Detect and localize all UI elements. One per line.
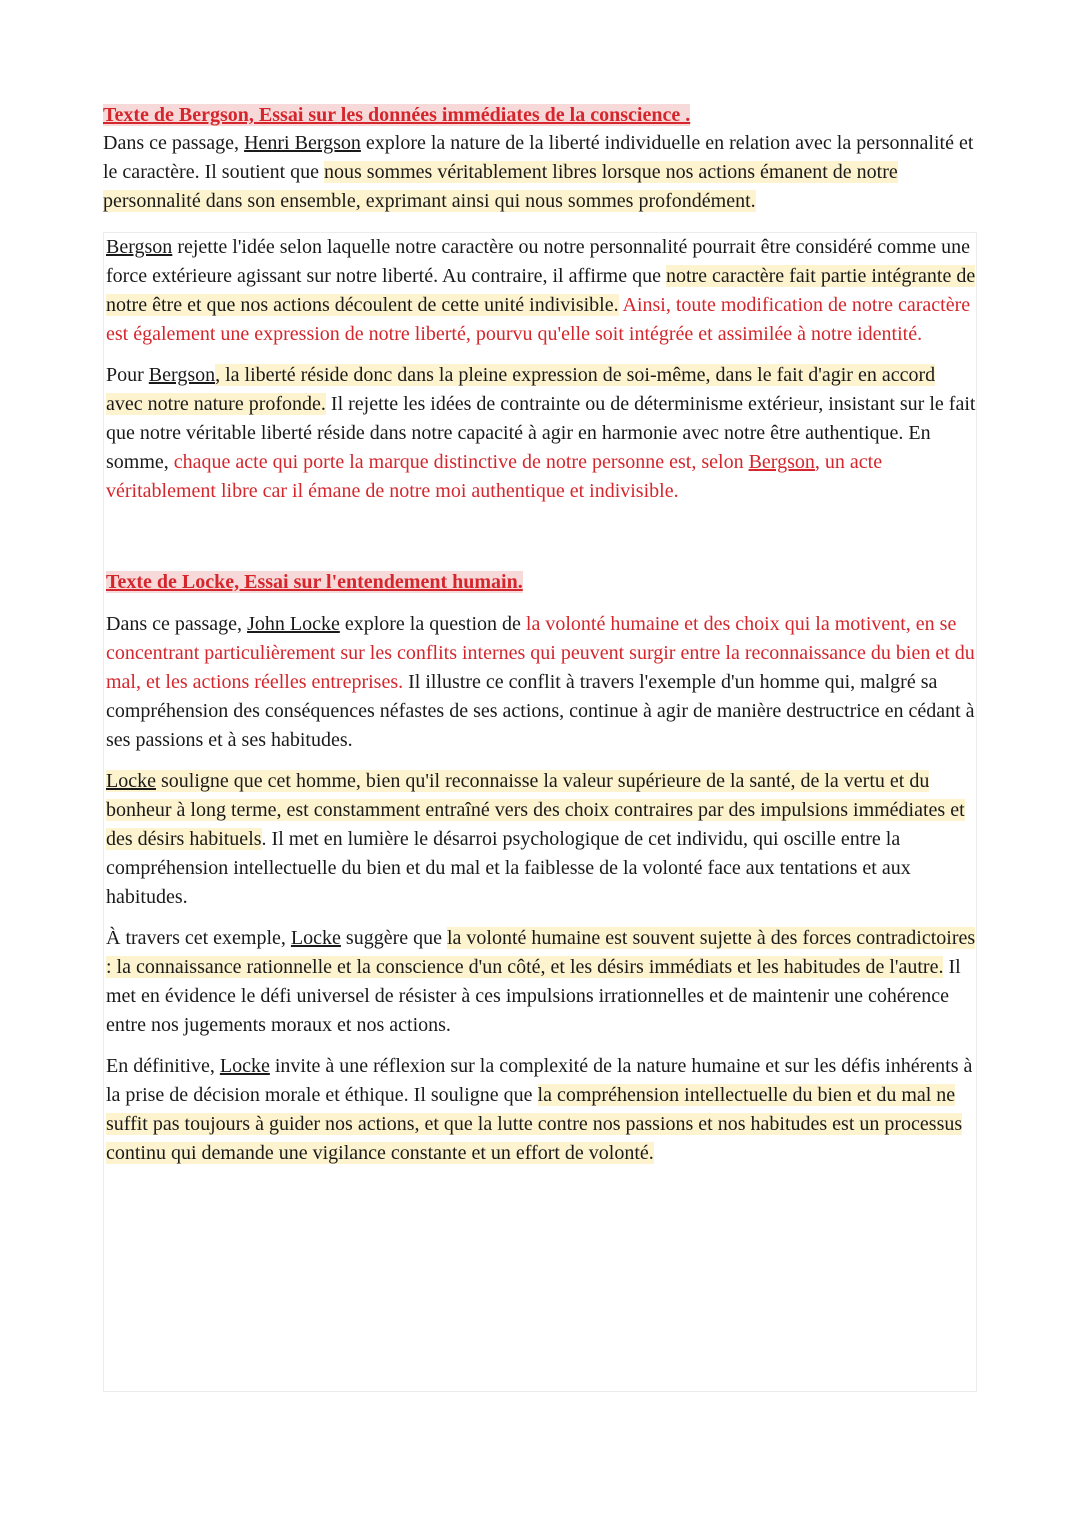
locke-paragraph-4 bbox=[106, 1052, 976, 1168]
red-text: la volonté humaine et des choix qui la motivent, en se concentrant particulièrement sur les conflits internes qui peuvent surgir entre la reconnaissance du bien et du mal, et les actions réelles entreprises. bbox=[106, 613, 975, 693]
text-span: Pour bbox=[106, 364, 149, 386]
author-name: Locke bbox=[106, 770, 156, 792]
text-span: Dans ce passage, bbox=[106, 613, 248, 635]
highlighted-text: la compréhension intellectuelle du bien et du mal ne suffit pas toujours à guider nos actions, et que la lutte contre nos passions et nos habitudes est un processus continu qui demande une vigilance constante et un effort de volonté. bbox=[106, 1084, 963, 1164]
bergson-intro-paragraph bbox=[103, 129, 977, 216]
text-span: . Il met en lumière le désarroi psychologique de cet individu, qui oscille entre la compréhension intellectuelle du bien et du mal et la faiblesse de la volonté face aux tentations et aux habitudes. bbox=[106, 828, 911, 908]
bergson-paragraph-2 bbox=[106, 361, 976, 506]
bergson-title bbox=[103, 103, 977, 127]
document-page bbox=[103, 103, 977, 1392]
locke-title-text: Texte de Locke, Essai sur l'entendement humain. bbox=[106, 571, 523, 593]
text-span: Dans ce passage, bbox=[103, 132, 245, 154]
text-frame bbox=[103, 232, 977, 1392]
red-text: chaque acte qui porte la marque distinctive de notre personne est, selon bbox=[173, 451, 749, 473]
author-name: John Locke bbox=[247, 613, 340, 635]
text-span: À travers cet exemple, bbox=[106, 927, 291, 949]
text-span: Il rejette les idées de contrainte ou de déterminisme extérieur, insistant sur le fait que notre véritable liberté réside dans notre capacité à agir en harmonie avec notre être authentique. En somme, bbox=[106, 393, 976, 473]
text-span: rejette l'idée selon laquelle notre caractère ou notre personnalité pourrait être considéré comme une force extérieure agissant sur notre liberté. Au contraire, il affirme que bbox=[106, 236, 970, 287]
text-span: En définitive, bbox=[106, 1055, 220, 1077]
highlighted-text: la volonté humaine est souvent sujette à des forces contradictoires : la connaissance rationnelle et la conscience d'un côté, et les désirs immédiats et les habitudes de l'autre. bbox=[106, 927, 976, 978]
locke-paragraph-2 bbox=[106, 767, 976, 912]
locke-paragraph-1 bbox=[106, 610, 976, 755]
text-span: explore la question de bbox=[339, 613, 526, 635]
author-name: Bergson bbox=[148, 364, 216, 386]
bergson-title-text: Texte de Bergson, Essai sur les données immédiates de la conscience . bbox=[103, 104, 691, 126]
red-text: , un acte véritablement libre car il émane de notre moi authentique et indivisible. bbox=[106, 451, 883, 502]
author-name: Bergson bbox=[106, 236, 173, 258]
red-text: Ainsi, toute modification de notre caractère est également une expression de notre liberté, pourvu qu'elle soit intégrée et assimilée à notre identité. bbox=[106, 294, 971, 345]
author-name: Henri Bergson bbox=[244, 132, 361, 154]
bergson-paragraph-1 bbox=[106, 233, 976, 349]
highlighted-text: notre caractère fait partie intégrante de notre être et que nos actions découlent de cette unité indivisible. bbox=[106, 265, 976, 316]
text-span: Il met en évidence le défi universel de résister à ces impulsions irrationnelles et de maintenir une cohérence entre nos jugements moraux et nos actions. bbox=[106, 956, 961, 1036]
section-spacer bbox=[106, 518, 976, 570]
locke-paragraph-3 bbox=[106, 924, 976, 1040]
highlighted-text: , la liberté réside donc dans la pleine expression de soi-même, dans le fait d'agir en accord avec notre nature profonde. bbox=[106, 364, 936, 415]
locke-title bbox=[106, 570, 976, 594]
text-span: Il illustre ce conflit à travers l'exemple d'un homme qui, malgré sa compréhension des conséquences néfastes de ses actions, continue à agir de manière destructrice en cédant à ses passions et à ses habitudes. bbox=[106, 671, 975, 751]
author-name: Locke bbox=[290, 927, 341, 949]
author-name: Bergson bbox=[748, 451, 815, 473]
author-name: Locke bbox=[219, 1055, 270, 1077]
text-span: explore la nature de la liberté individuelle en relation avec la personnalité et le caractère. Il soutient que bbox=[103, 132, 974, 183]
text-span: suggère que bbox=[340, 927, 447, 949]
text-span: invite à une réflexion sur la complexité de la nature humaine et sur les défis inhérents à la prise de décision morale et éthique. Il souligne que bbox=[106, 1055, 973, 1106]
highlighted-text: nous sommes véritablement libres lorsque nos actions émanent de notre personnalité dans son ensemble, exprimant ainsi qui nous sommes profondément. bbox=[103, 161, 898, 212]
highlighted-text: souligne que cet homme, bien qu'il reconnaisse la valeur supérieure de la santé, de la vertu et du bonheur à long terme, est constamment entraîné vers des choix contraires par des impulsions immédiates et des désirs habituels bbox=[106, 770, 965, 850]
